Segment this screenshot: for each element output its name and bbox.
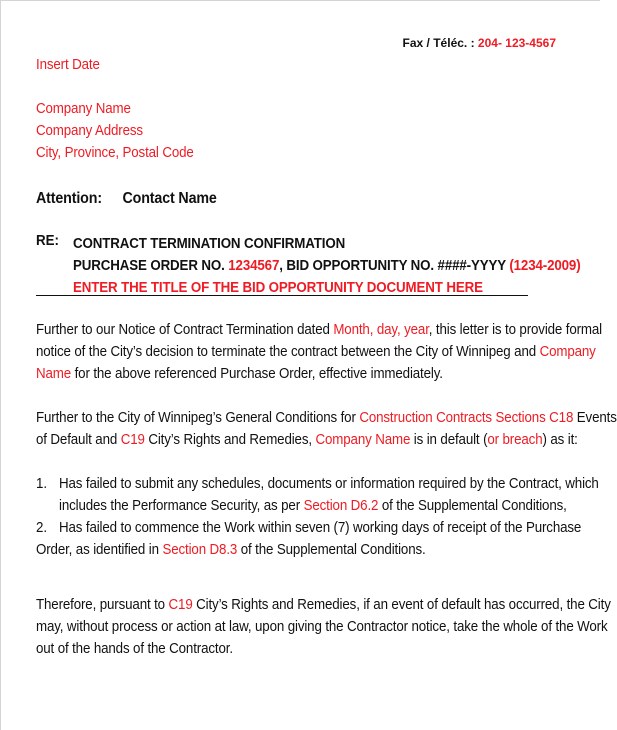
list-text: of the Supplemental Conditions.	[237, 542, 426, 558]
company-ref: Company	[539, 344, 596, 360]
list-item-1-number: 1.	[36, 476, 48, 492]
attention-line	[36, 188, 217, 210]
insert-date: Insert Date	[36, 57, 100, 73]
section-c19-ref: C19	[120, 432, 145, 448]
section-d83-ref: Section D8.3	[162, 542, 238, 558]
para2-line1	[36, 407, 617, 429]
attention-label: Attention:	[36, 190, 102, 207]
para1-text: for the above referenced Purchase Order, effective immediately.	[71, 366, 443, 382]
para3-text: City’s Rights and Remedies, if an event of default has occurred, the City	[192, 597, 611, 613]
para2-text: is in default (	[410, 432, 488, 448]
re-title: CONTRACT TERMINATION CONFIRMATION	[73, 236, 346, 252]
list-text: Order, as identified in	[36, 542, 163, 558]
para2-text: of Default and	[36, 432, 121, 448]
fax-line	[403, 36, 556, 50]
list-item-2-line1: Has failed to commence the Work within seven (7) working days of receipt of the Purchase	[59, 520, 582, 536]
para3-line2: may, without process or action at law, upon giving the Contractor notice, take the whole of the Work	[36, 619, 608, 635]
bid-label: , BID OPPORTUNITY NO. ####-YYYY	[279, 258, 506, 274]
para2-text: ) as it:	[542, 432, 578, 448]
para2-text: Events	[573, 410, 617, 426]
re-po-line	[73, 255, 581, 277]
fax-label: Fax / Téléc. :	[402, 36, 475, 50]
section-d62-ref: Section D6.2	[303, 498, 379, 514]
po-label: PURCHASE ORDER NO.	[73, 258, 225, 274]
section-c19-ref: C19	[168, 597, 193, 613]
para1-text: , this letter is to provide formal	[428, 322, 603, 338]
para2-line2	[36, 429, 578, 451]
para3-line3: out of the hands of the Contractor.	[36, 641, 233, 657]
sections-ref: Construction Contracts Sections C18	[359, 410, 574, 426]
title-underline	[36, 295, 528, 296]
list-item-2-line2	[36, 539, 426, 561]
breach-ref: or breach	[487, 432, 543, 448]
para2-text: City’s Rights and Remedies,	[144, 432, 316, 448]
para3-line1	[36, 594, 611, 616]
fax-number: 204- 123-4567	[477, 36, 556, 50]
list-text: includes the Performance Security, as per	[59, 498, 304, 514]
para1-line3	[36, 363, 443, 385]
bid-number: (1234-2009)	[509, 258, 581, 274]
para1-text: Further to our Notice of Contract Termination dated	[36, 322, 334, 338]
list-item-1-line1: Has failed to submit any schedules, documents or information required by the Contract, which	[59, 476, 599, 492]
city-province-postal: City, Province, Postal Code	[36, 145, 194, 161]
company-ref: Company Name	[315, 432, 411, 448]
attention-contact-name: Contact Name	[122, 190, 217, 207]
para1-line2	[36, 341, 596, 363]
para1-line1	[36, 319, 602, 341]
company-ref: Name	[36, 366, 72, 382]
re-label: RE:	[36, 233, 59, 249]
para1-text: notice of the City’s decision to terminate the contract between the City of Winnipeg and	[36, 344, 540, 360]
company-address: Company Address	[36, 123, 143, 139]
bid-document-title: ENTER THE TITLE OF THE BID OPPORTUNITY DOCUMENT HERE	[73, 280, 483, 296]
list-item-1-line2	[59, 495, 567, 517]
company-name: Company Name	[36, 101, 131, 117]
para3-text: Therefore, pursuant to	[36, 597, 169, 613]
para2-text: Further to the City of Winnipeg’s General Conditions for	[36, 410, 360, 426]
po-number: 1234567	[228, 258, 280, 274]
termination-date: Month, day, year	[333, 322, 429, 338]
list-text: of the Supplemental Conditions,	[378, 498, 567, 514]
list-item-2-number: 2.	[36, 520, 48, 536]
